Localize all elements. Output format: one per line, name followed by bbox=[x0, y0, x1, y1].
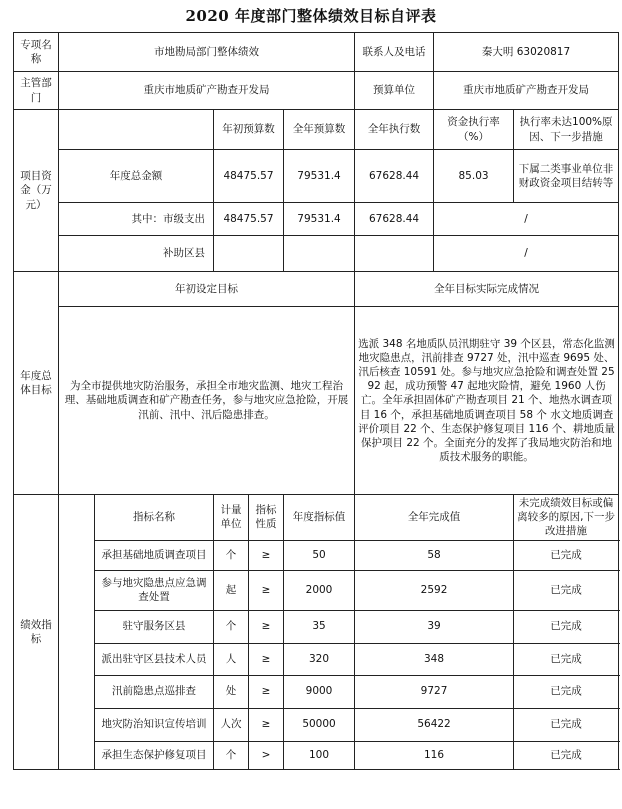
page-title: 2020 年度部门整体绩效目标自评表 bbox=[185, 7, 437, 25]
indicator-actual: 39 bbox=[355, 610, 514, 643]
indicator-unit: 个 bbox=[214, 540, 249, 570]
indicator-target: 9000 bbox=[284, 675, 355, 708]
department-value: 重庆市地质矿产勘查开发局 bbox=[59, 72, 355, 110]
indicator-unit: 人 bbox=[214, 643, 249, 675]
indicator-name: 承担生态保护修复项目 bbox=[95, 741, 214, 769]
indicator-name: 驻守服务区县 bbox=[95, 610, 214, 643]
goals-initial-header: 年初设定目标 bbox=[59, 272, 355, 307]
department-label: 主管部门 bbox=[14, 72, 59, 110]
indicators-header-target: 年度指标值 bbox=[284, 495, 355, 541]
funds-header-rate: 资金执行率（%） bbox=[434, 110, 514, 150]
contact-value: 秦大明 63020817 bbox=[434, 33, 619, 72]
indicator-reason: 已完成 bbox=[514, 643, 619, 675]
funds-row-initial: 48475.57 bbox=[214, 150, 284, 203]
indicators-header-row bbox=[14, 495, 619, 541]
indicator-reason: 已完成 bbox=[514, 675, 619, 708]
indicator-nature: ≥ bbox=[249, 610, 284, 643]
funds-row-initial bbox=[214, 236, 284, 272]
indicator-target: 100 bbox=[284, 741, 355, 769]
indicator-target: 50 bbox=[284, 540, 355, 570]
indicators-header-name: 指标名称 bbox=[95, 495, 214, 541]
funds-row-label: 补助区县 bbox=[59, 236, 214, 272]
funds-header-blank bbox=[59, 110, 214, 150]
funds-row-reason: / bbox=[434, 236, 619, 272]
indicator-nature: ≥ bbox=[249, 540, 284, 570]
indicator-nature: ≥ bbox=[249, 643, 284, 675]
project-name-row bbox=[14, 33, 619, 72]
indicators-header-actual: 全年完成值 bbox=[355, 495, 514, 541]
indicator-row bbox=[14, 643, 619, 675]
funds-row-label: 其中：市级支出 bbox=[59, 203, 214, 236]
budget-unit-value: 重庆市地质矿产勘查开发局 bbox=[434, 72, 619, 110]
indicator-target: 35 bbox=[284, 610, 355, 643]
budget-unit-label: 预算单位 bbox=[355, 72, 434, 110]
indicator-nature: ≥ bbox=[249, 675, 284, 708]
goals-actual-header: 全年目标实际完成情况 bbox=[355, 272, 619, 307]
funds-row bbox=[14, 236, 619, 272]
funds-row-initial: 48475.57 bbox=[214, 203, 284, 236]
indicator-reason: 已完成 bbox=[514, 708, 619, 741]
indicator-reason: 已完成 bbox=[514, 570, 619, 610]
indicator-actual: 56422 bbox=[355, 708, 514, 741]
goals-content-row bbox=[14, 307, 619, 495]
funds-row-annual: 79531.4 bbox=[284, 150, 355, 203]
funds-section-label: 项目资金（万元） bbox=[14, 110, 59, 272]
indicator-name: 承担基础地质调查项目 bbox=[95, 540, 214, 570]
goals-section-label: 年度总体目标 bbox=[14, 272, 59, 495]
indicator-actual: 116 bbox=[355, 741, 514, 769]
funds-row-rate: 85.03 bbox=[434, 150, 514, 203]
funds-header-executed: 全年执行数 bbox=[355, 110, 434, 150]
funds-row-annual: 79531.4 bbox=[284, 203, 355, 236]
indicators-header-unit: 计量单位 bbox=[214, 495, 249, 541]
indicator-unit: 人次 bbox=[214, 708, 249, 741]
indicators-header-nature: 指标性质 bbox=[249, 495, 284, 541]
funds-row-label: 年度总金额 bbox=[59, 150, 214, 203]
funds-row-reason: 下属二类事业单位非财政资金项目结转等 bbox=[514, 150, 619, 203]
goals-header-row bbox=[14, 272, 619, 307]
indicator-reason: 已完成 bbox=[514, 741, 619, 769]
indicator-row bbox=[14, 708, 619, 741]
funds-row bbox=[14, 203, 619, 236]
indicator-nature: ≥ bbox=[249, 570, 284, 610]
indicator-target: 2000 bbox=[284, 570, 355, 610]
funds-header-row bbox=[14, 110, 619, 150]
indicators-section-label: 绩效指标 bbox=[14, 495, 59, 770]
indicator-reason: 已完成 bbox=[514, 540, 619, 570]
goals-initial-text: 为全市提供地灾防治服务，承担全市地灾监测、地灾工程治理、基础地质调查和矿产勘查任务，参与地灾应急抢险，开展汛前、汛中、汛后隐患排查。 bbox=[59, 307, 355, 495]
indicator-name: 地灾防治知识宣传培训 bbox=[95, 708, 214, 741]
indicator-unit: 起 bbox=[214, 570, 249, 610]
goals-actual-text: 选派 348 名地质队员汛期驻守 39 个区县，常态化监测地灾隐患点，汛前排查 9727 处，汛中巡查 9695 处、汛后核查 10591 处。参与地灾应急抢险和调查处置 2592 起，成功预警 47 起地灾险情，避免 1960 人伤亡。全年承担固体矿产勘查项目 21 个、地热水调查项目 16 个，承担基础地质调查项目 58 个 水文地质调查评价项目 22 个、生态保护修复项目 116 个、耕地质量保护项目 22 个。全面充分的发挥了我局地灾防治和地质技术服务的职能。 bbox=[355, 307, 619, 495]
indicator-name: 参与地灾隐患点应急调查处置 bbox=[95, 570, 214, 610]
indicators-header-reason: 未完成绩效目标或偏离较多的原因,下一步改进措施 bbox=[514, 495, 619, 541]
indicator-row bbox=[14, 610, 619, 643]
indicators-blank-column bbox=[59, 495, 95, 770]
indicator-actual: 9727 bbox=[355, 675, 514, 708]
funds-row bbox=[14, 150, 619, 203]
indicator-nature: > bbox=[249, 741, 284, 769]
funds-row-executed: 67628.44 bbox=[355, 150, 434, 203]
funds-header-annual: 全年预算数 bbox=[284, 110, 355, 150]
indicator-target: 320 bbox=[284, 643, 355, 675]
indicator-actual: 58 bbox=[355, 540, 514, 570]
indicator-target: 50000 bbox=[284, 708, 355, 741]
indicator-actual: 348 bbox=[355, 643, 514, 675]
indicator-actual: 2592 bbox=[355, 570, 514, 610]
funds-header-initial: 年初预算数 bbox=[214, 110, 284, 150]
funds-row-annual bbox=[284, 236, 355, 272]
evaluation-table bbox=[13, 32, 619, 770]
indicator-unit: 个 bbox=[214, 610, 249, 643]
indicator-row bbox=[14, 741, 619, 769]
funds-row-executed: 67628.44 bbox=[355, 203, 434, 236]
project-name-value: 市地勘局部门整体绩效 bbox=[59, 33, 355, 72]
indicator-row bbox=[14, 540, 619, 570]
indicator-name: 汛前隐患点巡排查 bbox=[95, 675, 214, 708]
department-row bbox=[14, 72, 619, 110]
indicator-row bbox=[14, 675, 619, 708]
project-name-label: 专项名称 bbox=[14, 33, 59, 72]
indicator-unit: 个 bbox=[214, 741, 249, 769]
funds-row-executed bbox=[355, 236, 434, 272]
contact-label: 联系人及电话 bbox=[355, 33, 434, 72]
funds-row-reason: / bbox=[434, 203, 619, 236]
indicator-row bbox=[14, 570, 619, 610]
indicator-nature: ≥ bbox=[249, 708, 284, 741]
indicator-name: 派出驻守区县技术人员 bbox=[95, 643, 214, 675]
indicator-reason: 已完成 bbox=[514, 610, 619, 643]
funds-header-reason: 执行率未达100%原因、下一步措施 bbox=[514, 110, 619, 150]
indicator-unit: 处 bbox=[214, 675, 249, 708]
